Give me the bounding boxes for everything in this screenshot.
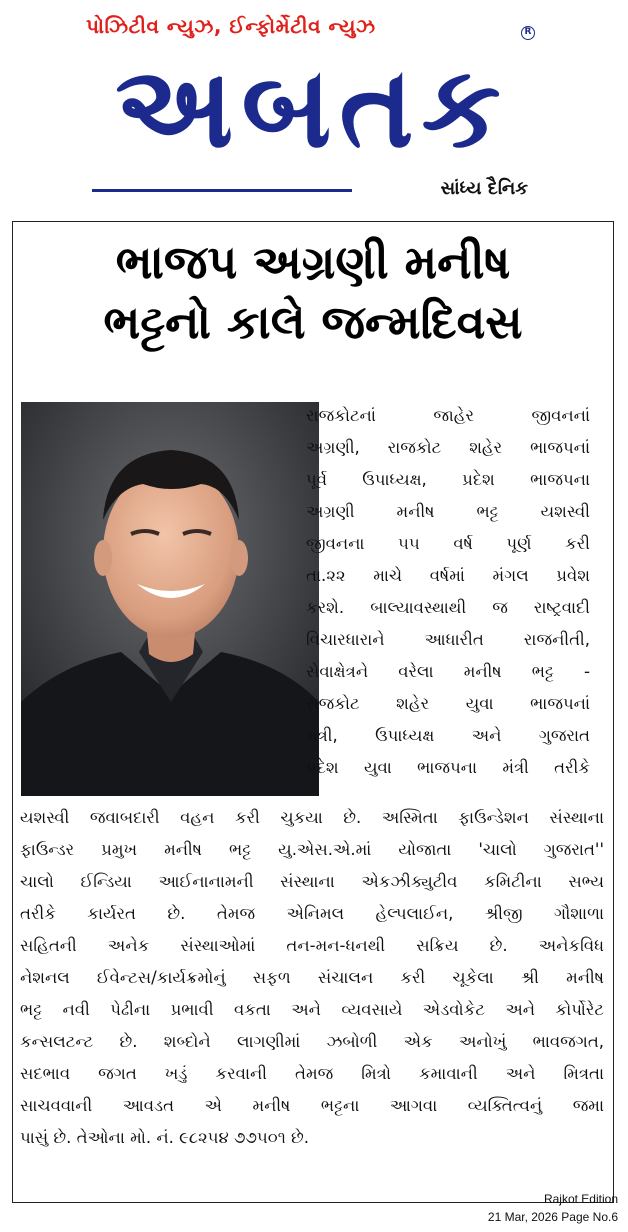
body-line: પ્રદેશ યુવા ભાજપના મંત્રી તરીકે	[306, 758, 590, 777]
body-line: પૂર્વ ઉપાધ્યક્ષ, પ્રદેશ ભાજપના	[306, 470, 590, 489]
body-line: જીવનના ૫૫ વર્ષ પૂર્ણ કરી	[306, 534, 590, 553]
newspaper-logo: અબતક	[115, 43, 509, 173]
body-line: સદભાવ જગત ખડું કરવાની તેમજ મિત્રો કમાવાની અને મિત્રતા	[20, 1064, 604, 1083]
body-line: નેશનલ ઈવેન્ટસ/કાર્યક્રમોનું સફળ સંચાલન કરી ચૂકેલા શ્રી મનીષ	[20, 968, 604, 987]
body-line: મંત્રી, ઉપાધ્યક્ષ અને ગુજરાત	[306, 726, 590, 745]
body-line: ફાઉન્ડર પ્રમુખ મનીષ ભટ્ટ યુ.એસ.એ.માં યોજાતા 'ચાલો ગુજરાત''	[20, 840, 604, 859]
headline-line: ભાજપ અગ્રણી મનીષ	[115, 235, 511, 289]
body-line: સહિતની અનેક સંસ્થાઓમાં તન-મન-ધનથી સક્રિય છે. અનેકવિધ	[20, 936, 604, 955]
date-page-label: 21 Mar, 2026 Page No.6	[487, 1210, 618, 1224]
body-line: સેવાક્ષેત્રને વરેલા મનીષ ભટ્ટ -	[306, 662, 590, 681]
body-line: તા.૨૨ માચે વર્ષમાં મંગલ પ્રવેશ	[306, 566, 590, 585]
portrait-photo	[21, 402, 319, 796]
article-headline	[21, 232, 605, 352]
body-line: રાજકોટ શહેર યુવા ભાજપનાં	[306, 694, 590, 713]
subtitle-rule	[92, 189, 352, 192]
registered-trademark-icon: R	[521, 26, 535, 40]
body-line: કરશે. બાલ્યાવસ્થાથી જ રાષ્ટ્રવાદી	[306, 598, 590, 617]
body-line: ચાલો ઈન્ડિયા આઈનાનામની સંસ્થાના એકઝીક્યુટીવ કમિટીના સભ્ય	[20, 872, 604, 891]
body-line: અગ્રણી, રાજકોટ શહેર ભાજપનાં	[306, 438, 590, 457]
newspaper-subtitle: સાંધ્ય દૈનિક	[440, 178, 528, 199]
body-line: તરીકે કાર્યરત છે. તેમજ એનિમલ હેલ્પલાઈન, શ્રીજી ગૌશાળા	[20, 904, 604, 923]
body-line: વિચારધારાને આધારીત રાજનીતી,	[306, 630, 590, 649]
body-line: કન્સલટન્ટ છે. શબ્દોને લાગણીમાં ઝબોળી એક અનોખું ભાવજગત,	[20, 1032, 604, 1051]
body-line: સાચવવાની આવડત એ મનીષ ભટ્ટના આગવા વ્યક્તિત્વનું જમા	[20, 1096, 604, 1115]
edition-label: Rajkot Edition	[543, 1192, 618, 1206]
masthead	[0, 0, 628, 210]
body-line: રાજકોટનાં જાહેર જીવનનાં	[306, 406, 590, 425]
body-line: યશસ્વી જવાબદારી વહન કરી ચુકયા છે. અસ્મિતા ફાઉન્ડેશન સંસ્થાના	[20, 808, 604, 827]
body-line: પાસું છે. તેઓના મો. નં. ૯૮૨૫૪ ૭૭૫૦૧ છે.	[20, 1128, 310, 1147]
tagline: પોઝિટીવ ન્યુઝ, ઈન્ફોર્મેટીવ ન્યુઝ	[86, 14, 376, 38]
body-line: અગ્રણી મનીષ ભટ્ટ યશસ્વી	[306, 502, 590, 521]
headline-line: ભટ્ટનો કાલે જન્મદિવસ	[103, 295, 523, 349]
body-line: ભટ્ટ નવી પેઢીના પ્રભાવી વકતા અને વ્યવસાયે એડવોકેટ અને કોર્પોરેટ	[20, 1000, 604, 1019]
